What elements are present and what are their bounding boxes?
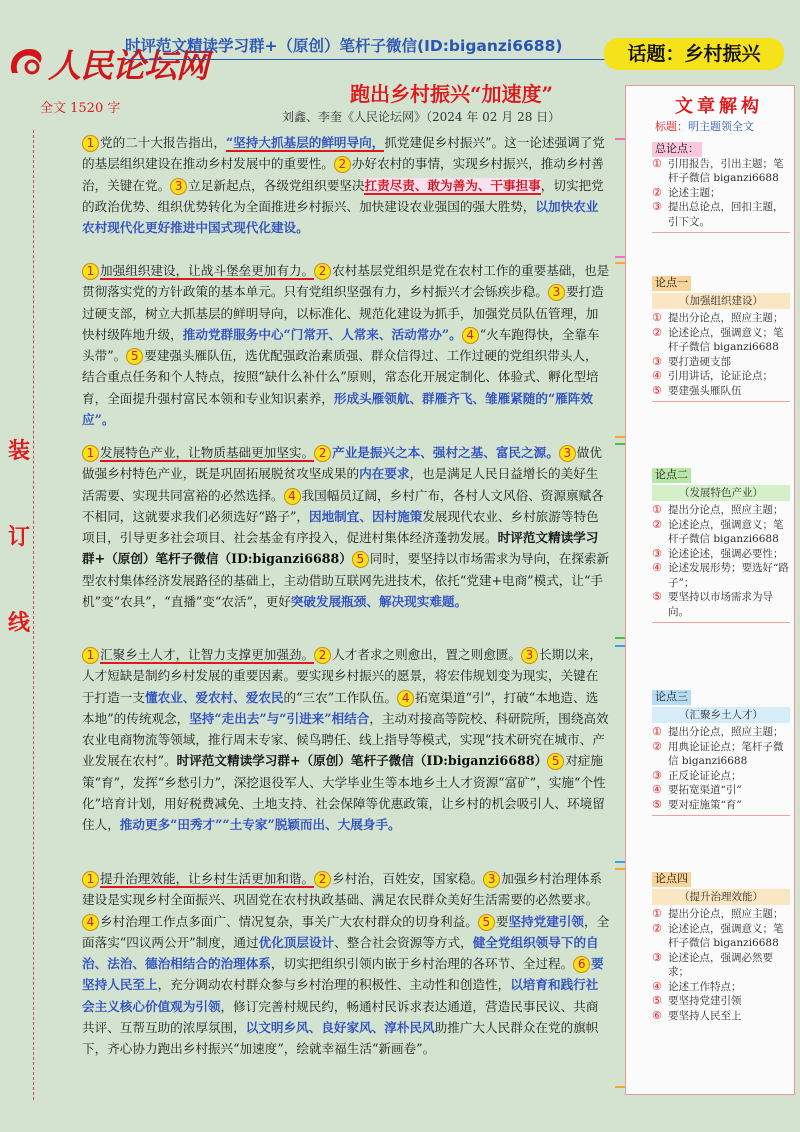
panel-section-point-1 bbox=[652, 276, 790, 405]
text-run: 时评范文精读学习群+（原创）笔杆子微信（ID:biganzi6688） bbox=[82, 530, 599, 567]
text-run: 加强乡村治理体系建设是实现乡村全面振兴、巩固党在农村执政基础、满足农民群众美好生活需要的必然要求。 bbox=[82, 871, 602, 908]
section-item-text: 引用报告，引出主题；笔杆子微信 biganzi6688 bbox=[668, 157, 784, 184]
word-count: 全文 1520 字 bbox=[40, 101, 121, 116]
text-run: 的“三农”工作队伍。 bbox=[283, 689, 398, 705]
paragraph-point-2 bbox=[82, 442, 610, 644]
number-badge-icon: 1 bbox=[82, 135, 99, 152]
section-item-text: 要拓宽渠道“引” bbox=[668, 784, 742, 796]
section-item: ① 提出分论点，照应主题； bbox=[652, 725, 784, 738]
number-badge-icon: 5 bbox=[126, 348, 143, 365]
number-badge-icon: 4 bbox=[397, 690, 414, 707]
text-run: 懂农业、爱农村、爱农民 bbox=[144, 689, 284, 705]
number-badge-icon: 1 bbox=[82, 263, 99, 280]
paragraph-point-1 bbox=[82, 260, 610, 442]
section-item-text: 要打造硬支部 bbox=[668, 355, 731, 368]
text-run: 因地制宜、因村施策 bbox=[308, 508, 423, 524]
text-run: 拓宽渠道“引”，打破“本地造、选本地”的传统观念， bbox=[82, 689, 599, 726]
text-run: 我国幅员辽阔，乡村广布，各村人文风俗、资源禀赋各不相同，这就要求我们必须选好“路子”， bbox=[82, 487, 604, 524]
section-item: ⑥ 要坚持人民至上 bbox=[652, 1008, 742, 1022]
paragraph-text bbox=[82, 644, 610, 836]
text-run: 以文明乡风、良好家风、淳朴民风 bbox=[245, 1020, 435, 1036]
text-run: 抓党建促乡村振兴”。这一论述强调了党的基层组织建设在推动乡村发展中的重要性。 bbox=[82, 135, 605, 172]
section-item-text: 要坚持人民至上 bbox=[668, 1009, 742, 1022]
section-item: ② 论述论点，强调意义；笔杆子微信 biganzi6688 bbox=[652, 517, 784, 545]
number-badge-icon: 1 bbox=[82, 871, 99, 888]
text-run: 形成头雁领航、群雁齐飞、雏雁紧随的“雁阵效应”。 bbox=[82, 390, 593, 428]
text-run: 加强组织建设，让战斗堡垒更加有力。 bbox=[100, 263, 315, 278]
text-run: ，也是满足人民日益增长的美好生活需要、实现共同富裕的必然选择。 bbox=[82, 466, 599, 503]
section-item: ② 论述主题； bbox=[652, 185, 721, 199]
section-item: ④ 论述发展形势；要选好“路子”； bbox=[652, 561, 789, 589]
section-item: ⑤ 要对症施策“育” bbox=[652, 797, 742, 811]
article-title: 跑出乡村振兴“加速度” bbox=[350, 82, 554, 106]
text-run: 汇聚乡土人才，让智力支撑更加强劲。 bbox=[100, 647, 315, 662]
paragraph-text bbox=[82, 132, 610, 238]
text-run: 要建强头雁队伍，选优配强政治素质强、群众信得过、工作过硬的党组织带头人，结合重点任务和个人特点，按照“缺什么补什么”原则，常态化开展定制化、体验式、孵化型培育，全面提升强村富民本领和专业知识素养， bbox=[82, 348, 599, 406]
paragraph-text bbox=[82, 260, 610, 430]
section-item: ① 提出分论点，照应主题； bbox=[652, 311, 784, 324]
section-item: ② 用典论证论点；笔杆子微信 biganzi6688 bbox=[652, 739, 784, 767]
section-head: 总论点： bbox=[652, 142, 702, 157]
section-item-text: 要对症施策“育” bbox=[668, 798, 742, 811]
section-item-text: 论述发展形势；要选好“路子”； bbox=[668, 562, 789, 589]
section-item: ① 引用报告，引出主题；笔杆子微信 biganzi6688 bbox=[652, 156, 784, 184]
section-item-text: 论述主题； bbox=[668, 186, 721, 199]
panel-title: 文章解构 bbox=[675, 96, 763, 117]
text-run: 助推广大人民群众在党的旗帜下，齐心协力跑出乡村振兴“加速度”，绘就幸福生活“新画卷”。 bbox=[82, 1020, 599, 1057]
section-item-text: 论述论点，强调必然要求； bbox=[668, 951, 773, 978]
section-item: ③ 正反论证论点； bbox=[652, 768, 742, 782]
text-run: 突破发展瓶颈、解决现实难题。 bbox=[290, 594, 468, 610]
section-item: ① 提出分论点，照应主题； bbox=[652, 907, 784, 920]
text-run: 时评范文精读学习群+（原创）笔杆子微信（ID:biganzi6688） bbox=[176, 753, 548, 769]
section-item-text: 论述论点，强调意义；笔杆子微信 biganzi6688 bbox=[668, 326, 784, 353]
binding-dashed-line bbox=[33, 130, 34, 1100]
section-item-text: 论述论点，强调意义；笔杆子微信 biganzi6688 bbox=[668, 518, 784, 545]
paragraph-text bbox=[82, 868, 610, 1060]
panel-sub-label: 标题： bbox=[655, 120, 688, 133]
number-badge-icon: 5 bbox=[352, 551, 369, 568]
text-run: 发展特色产业，让物质基础更加坚实。 bbox=[100, 445, 315, 460]
section-item-text: 提出分论点，照应主题； bbox=[668, 312, 784, 324]
section-item-text: 论述工作特点； bbox=[668, 980, 742, 993]
number-badge-icon: 3 bbox=[521, 647, 538, 664]
section-item-text: 提出分论点，照应主题； bbox=[668, 908, 784, 920]
number-badge-icon: 2 bbox=[314, 263, 331, 280]
text-run: ，切实把组织引领内嵌于乡村治理的各环节、全过程。 bbox=[270, 956, 574, 972]
topic-badge: 话题：乡村振兴 bbox=[604, 38, 784, 70]
panel-sub-text: 明主题领全文 bbox=[688, 120, 754, 133]
section-item: ① 提出分论点，照应主题； bbox=[652, 503, 784, 516]
text-run: 要坚持人民至上 bbox=[82, 956, 604, 993]
paragraph-text bbox=[82, 442, 610, 612]
number-badge-icon: 2 bbox=[314, 871, 331, 888]
text-run: 坚持“走出去”与“引进来”相结合 bbox=[189, 710, 370, 726]
text-run: 优化顶层设计 bbox=[258, 934, 335, 950]
text-run: 、整合社会资源等方式， bbox=[334, 934, 473, 950]
section-item: ④ 要拓宽渠道“引” bbox=[652, 783, 742, 796]
section-item: ⑤ 要坚持党建引领 bbox=[652, 994, 742, 1007]
section-item: ③ 提出总论点，回扣主题，引下文。 bbox=[652, 200, 784, 228]
number-badge-icon: 5 bbox=[478, 914, 495, 931]
text-run: 产业是振兴之本、强村之基、富民之源。 bbox=[332, 445, 559, 460]
text-run: 乡村治理工作点多面广、情况复杂，事关广大农村群众的切身利益。 bbox=[100, 913, 478, 929]
text-run: 同时，要坚持以市场需求为导向，在探索新型农村集体经济发展路径的基础上，主动借助互联网先进技术，依托“党建+电商”模式，让“手机”变“农具”，“直播”变“农活”，更好 bbox=[82, 551, 610, 610]
number-badge-icon: 6 bbox=[573, 956, 590, 973]
logo-swirl-icon bbox=[6, 43, 46, 83]
text-run: 党的二十大报告指出， bbox=[100, 135, 226, 150]
section-subhead: （发展特色产业） bbox=[652, 485, 790, 502]
article-byline: 刘鑫、李奎《人民论坛网》（2024 年 02 月 28 日） bbox=[282, 110, 561, 124]
number-badge-icon: 2 bbox=[314, 647, 331, 664]
text-run: 长期以来，人才短缺是制约乡村发展的重要因素。要实现乡村振兴的愿景，将宏伟规划变为现实，关键在于打造一支 bbox=[82, 647, 602, 705]
section-item: ④ 论述工作特点； bbox=[652, 979, 742, 993]
number-badge-icon: 1 bbox=[82, 445, 99, 462]
panel-subtitle bbox=[655, 118, 754, 134]
section-item: ③ 要打造硬支部 bbox=[652, 354, 731, 368]
panel-section-point-4 bbox=[652, 872, 790, 1023]
binding-char: 订 bbox=[8, 524, 31, 550]
section-subhead: （汇聚乡土人才） bbox=[652, 707, 790, 724]
text-run: ，修订完善村规民约，畅通村民诉求表达通道，营造民事民议、共商共评、互帮互助的浓厚氛围， bbox=[82, 998, 599, 1036]
text-run: 扛责尽责、敢为善为、干事担事 bbox=[364, 177, 541, 193]
section-subhead: （加强组织建设） bbox=[652, 293, 790, 310]
section-item-text: 要坚持党建引领 bbox=[668, 995, 742, 1007]
text-run: 提升治理效能，让乡村生活更加和谐。 bbox=[100, 871, 315, 886]
number-badge-icon: 1 bbox=[82, 647, 99, 664]
panel-section-point-2 bbox=[652, 468, 790, 626]
logo-text: 人民论坛网 bbox=[48, 45, 208, 85]
text-run: 对症施策“育”，发挥“乡愁引力”，深挖退役军人、大学毕业生等本地乡土人才资源“富矿”，实施“个性化”培育计划，用好税费减免、土地支持、社会保障等优惠政策，让乡村的机会吸引人、环境留住人， bbox=[82, 753, 606, 833]
article-body bbox=[82, 132, 610, 1060]
section-item-text: 提出分论点，照应主题； bbox=[668, 504, 784, 516]
text-run: 要打造过硬支部，树立大抓基层的鲜明导向，以标准化、规范化建设为抓手，加强党员队伍管理，加快村级阵地升级， bbox=[82, 284, 604, 342]
text-run: 内在要求 bbox=[359, 466, 410, 482]
number-badge-icon: 3 bbox=[559, 445, 576, 462]
section-item-text: 用典论证论点；笔杆子微信 biganzi6688 bbox=[668, 740, 784, 767]
panel-section-thesis bbox=[652, 142, 790, 236]
section-subhead: （提升治理效能） bbox=[652, 889, 790, 906]
number-badge-icon: 5 bbox=[547, 753, 564, 770]
number-badge-icon: 3 bbox=[170, 178, 187, 195]
text-run: 以培育和践行社会主义核心价值观为引领 bbox=[82, 977, 599, 1014]
section-item: ③ 论述论点，强调必然要求； bbox=[652, 950, 773, 978]
section-item-text: 要坚持以市场需求为导向。 bbox=[668, 591, 773, 618]
section-item: ② 论述论点，强调意义；笔杆子微信 biganzi6688 bbox=[652, 325, 784, 353]
text-run: 立足新起点，各级党组织要坚决 bbox=[188, 177, 365, 193]
text-run: 人才者求之则愈出，置之则愈匮。 bbox=[332, 647, 521, 662]
section-item-text: 提出分论点，照应主题； bbox=[668, 726, 784, 738]
section-item-text: 正反论证论点； bbox=[668, 769, 742, 782]
number-badge-icon: 2 bbox=[314, 445, 331, 462]
text-run: 推动更多“田秀才”“土专家”脱颖而出、大展身手。 bbox=[119, 817, 401, 833]
text-run: 发展现代农业、乡村旅游等特色项目，引导更多社会项目、社会基金有序投入，促进村集体经济蓬勃发展。 bbox=[82, 508, 599, 546]
text-run: “坚持大抓基层的鲜明导向， bbox=[225, 135, 385, 150]
binding-line-label bbox=[8, 440, 32, 698]
panel-section-point-3 bbox=[652, 690, 790, 819]
section-head: 论点四 bbox=[652, 872, 691, 887]
binding-char: 线 bbox=[8, 610, 31, 636]
text-run: “火车跑得快，全靠车头带”。 bbox=[82, 326, 600, 364]
text-run: 健全党组织领导下的自治、法治、德治相结合的治理体系 bbox=[82, 934, 599, 972]
section-item: ④ 引用讲话，论证论点； bbox=[652, 369, 773, 382]
top-banner-text: 时评范文精读学习群+（原创）笔杆子微信(ID:biganzi6688) bbox=[125, 34, 605, 60]
binding-char: 装 bbox=[8, 438, 31, 464]
section-item: ⑤ 要建强头雁队伍 bbox=[652, 383, 742, 397]
section-item-text: 提出总论点，回扣主题，引下文。 bbox=[668, 201, 784, 228]
section-item: ⑤ 要坚持以市场需求为导向。 bbox=[652, 590, 773, 618]
section-item-text: 论述论述，强调必要性； bbox=[668, 547, 784, 560]
section-item-text: 要建强头雁队伍 bbox=[668, 384, 742, 397]
number-badge-icon: 3 bbox=[483, 871, 500, 888]
text-run: 推动党群服务中心“门常开、人常来、活动常办”。 bbox=[182, 326, 462, 342]
paragraph-point-3 bbox=[82, 644, 610, 868]
text-run: 乡村治，百姓安，国家稳。 bbox=[332, 871, 484, 886]
text-run: 办好农村的事情，实现乡村振兴，推动乡村善治，关键在党。 bbox=[82, 156, 604, 193]
text-run: 要 bbox=[495, 913, 509, 929]
number-badge-icon: 2 bbox=[334, 156, 351, 173]
text-run: 坚持党建引领 bbox=[508, 913, 584, 929]
text-run: ，切实把党的政治优势、组织优势转化为全面推进乡村振兴、加快建设农业强国的强大胜势， bbox=[82, 177, 604, 214]
text-run: ，主动对接高等院校、科研院所，围绕高效农业电商物流等领域，推行周末专家、候鸟聘任、线上指导等模式，实现“技术研究在城市、产业发展在农村”。 bbox=[82, 710, 609, 769]
number-badge-icon: 3 bbox=[548, 284, 565, 301]
paragraph-point-4 bbox=[82, 868, 610, 1060]
paragraph-intro bbox=[82, 132, 610, 260]
section-item: ③ 论述论述，强调必要性； bbox=[652, 546, 784, 560]
text-run: 以加快农业农村现代化更好推进中国式现代化建设。 bbox=[82, 198, 599, 236]
number-badge-icon: 4 bbox=[82, 914, 99, 931]
section-item: ② 论述论点，强调意义；笔杆子微信 biganzi6688 bbox=[652, 921, 784, 949]
number-badge-icon: 4 bbox=[462, 327, 479, 344]
text-run: ，全面落实“四议两公开”制度，通过 bbox=[82, 913, 610, 950]
text-run: 农村基层党组织是党在农村工作的重要基础，也是贯彻落实党的方针政策的基本单元。只有党组织坚强有力，乡村振兴才会铄疾步稳。 bbox=[82, 263, 610, 300]
section-item-text: 引用讲话，论证论点； bbox=[668, 370, 773, 382]
text-run: 做优做强乡村特色产业，既是巩固拓展脱贫攻坚成果的 bbox=[82, 445, 602, 482]
section-item-text: 论述论点，强调意义；笔杆子微信 biganzi6688 bbox=[668, 922, 784, 949]
number-badge-icon: 4 bbox=[284, 488, 301, 505]
section-head: 论点三 bbox=[652, 690, 691, 705]
text-run: ，充分调动农村群众参与乡村治理的积极性、主动性和创造性， bbox=[157, 977, 511, 993]
section-head: 论点一 bbox=[652, 276, 691, 291]
section-head: 论点二 bbox=[652, 468, 691, 483]
